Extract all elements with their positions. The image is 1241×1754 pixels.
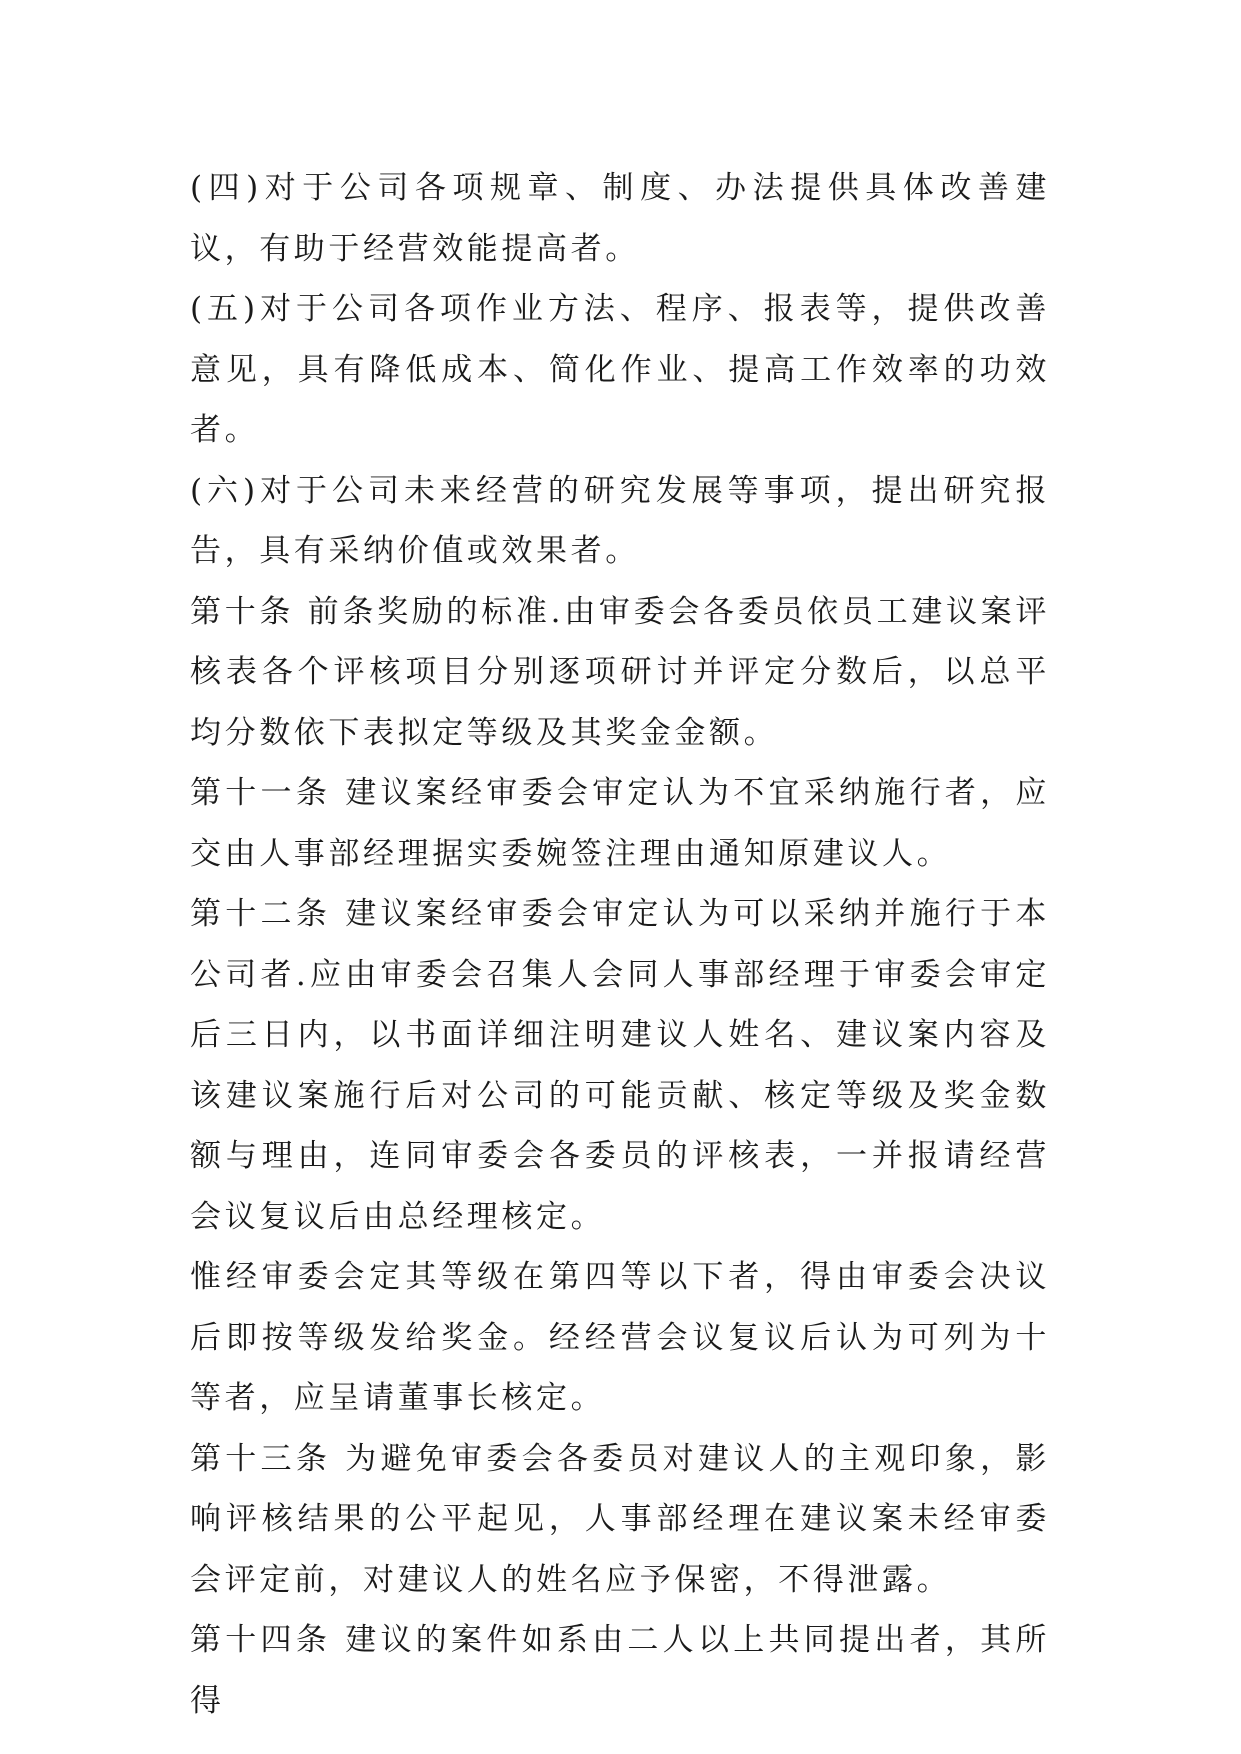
article-10: 第十条 前条奖励的标准.由审委会各委员依员工建议案评核表各个评核项目分别逐项研讨并评定分数后，以总平均分数依下表拟定等级及其奖金金额。	[190, 593, 1050, 751]
article-11: 第十一条 建议案经审委会审定认为不宜采纳施行者，应交由人事部经理据实委婉签注理由通知原建议人。	[190, 775, 1050, 872]
article-12-supplement: 惟经审委会定其等级在第四等以下者，得由审委会决议后即按等级发给奖金。经经营会议复议后认为可列为十等者，应呈请董事长核定。	[190, 1259, 1050, 1416]
clause-four: (四)对于公司各项规章、制度、办法提供具体改善建议，有助于经营效能提高者。	[190, 170, 1050, 267]
article-13: 第十三条 为避免审委会各委员对建议人的主观印象，影响评核结果的公平起见，人事部经理在建议案未经审委会评定前，对建议人的姓名应予保密，不得泄露。	[190, 1440, 1050, 1598]
article-14: 第十四条 建议的案件如系由二人以上共同提出者，其所得	[190, 1622, 1050, 1719]
article-12: 第十二条 建议案经审委会审定认为可以采纳并施行于本公司者.应由审委会召集人会同人事部经理于审委会审定后三日内，以书面详细注明建议人姓名、建议案内容及该建议案施行后对公司的可能贡献、核定等级及奖金数额与理由，连同审委会各委员的评核表，一并报请经营会议复议后由总经理核定。	[190, 896, 1050, 1235]
clause-six: (六)对于公司未来经营的研究发展等事项，提出研究报告，具有采纳价值或效果者。	[190, 472, 1050, 569]
document-body	[190, 158, 1050, 1731]
clause-five: (五)对于公司各项作业方法、程序、报表等，提供改善意见，具有降低成本、简化作业、提高工作效率的功效者。	[190, 291, 1050, 448]
